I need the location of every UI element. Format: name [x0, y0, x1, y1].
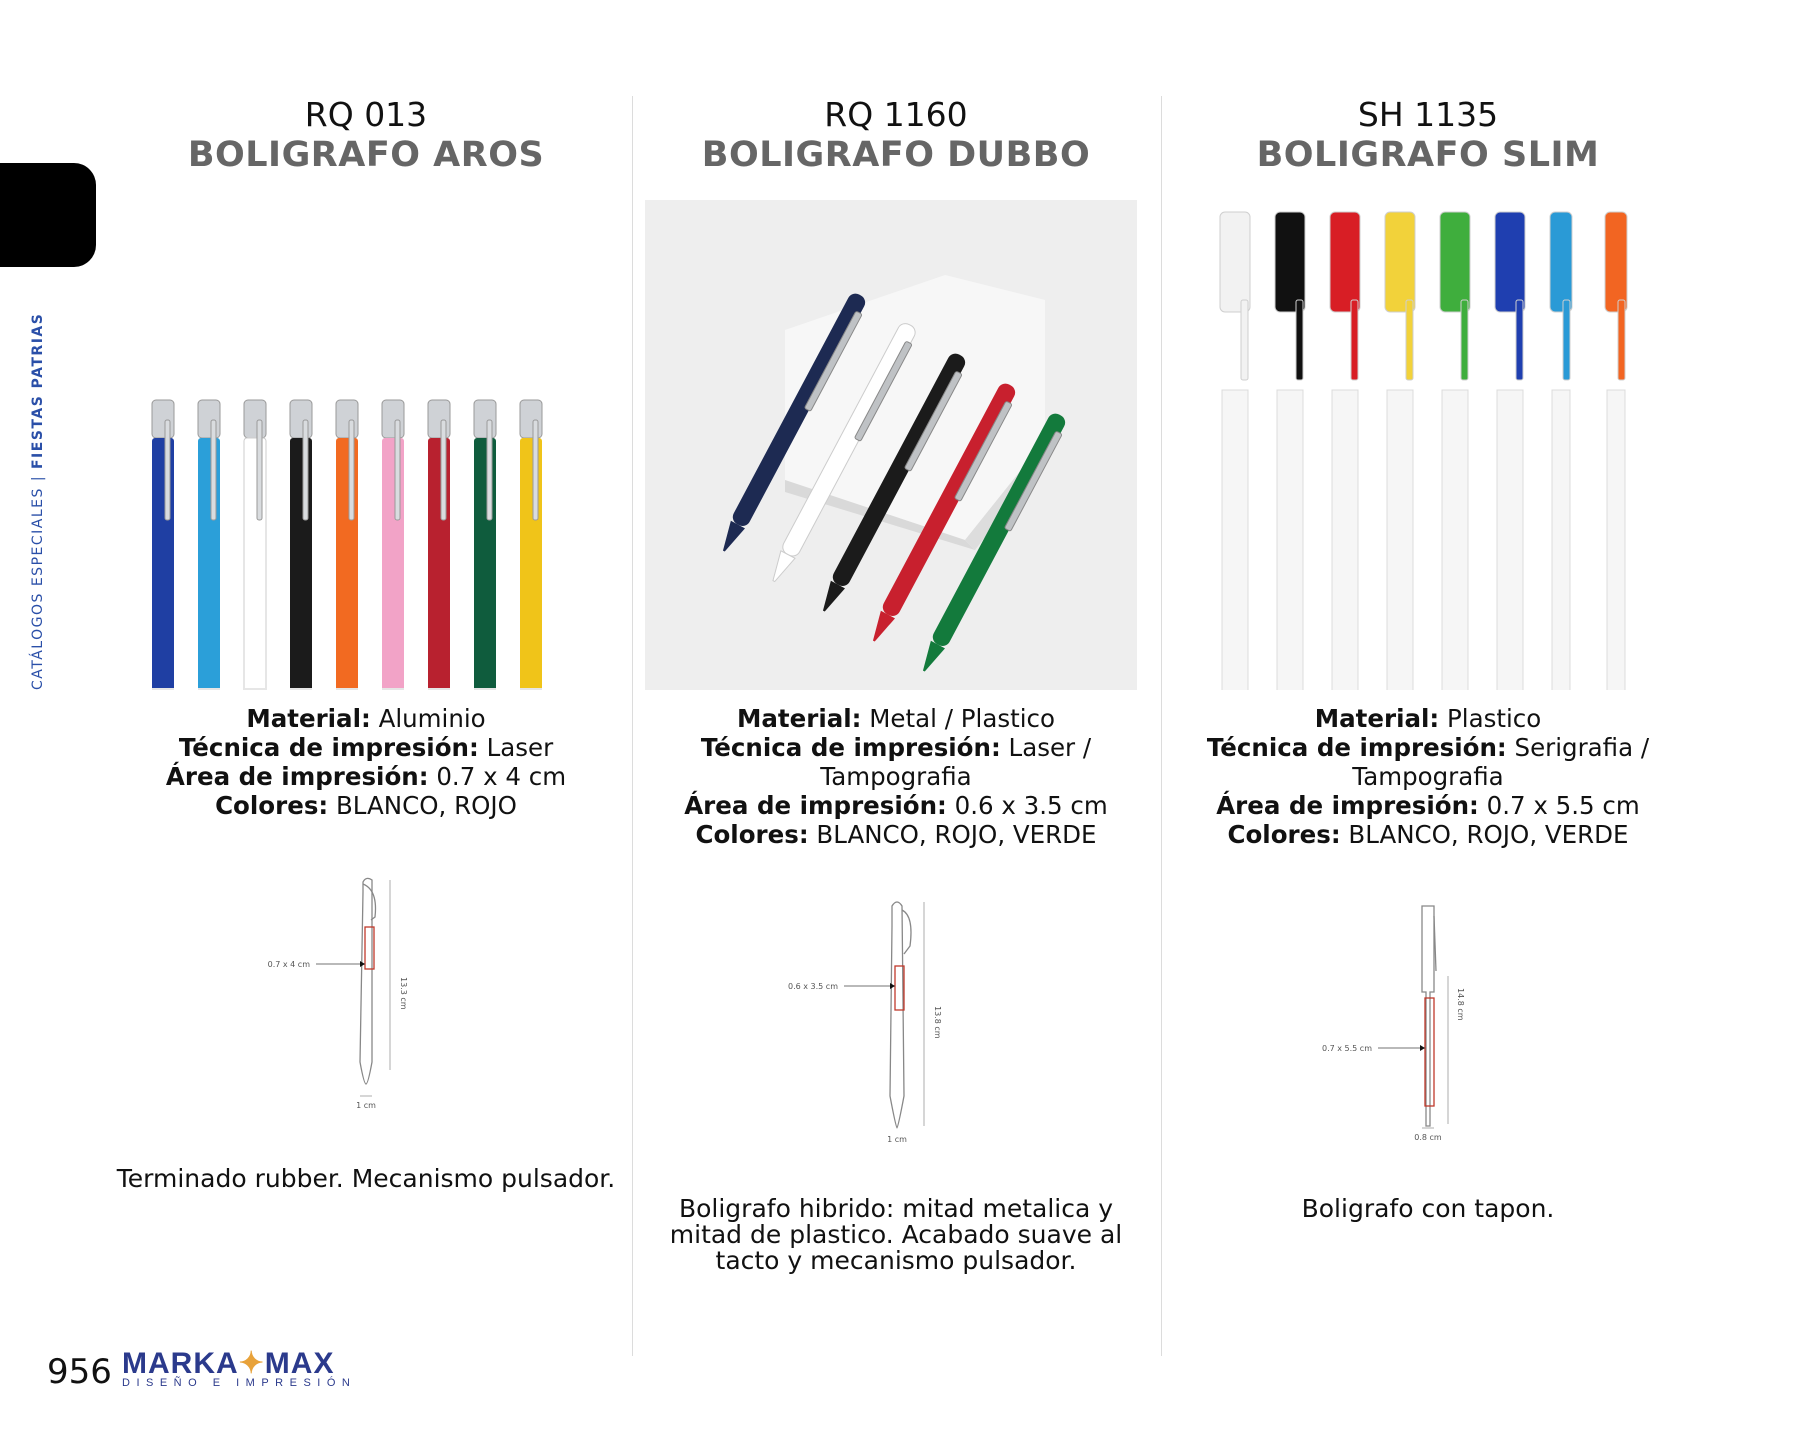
side-label-section: FIESTAS PATRIAS: [30, 312, 46, 470]
pen-aros: [152, 400, 174, 690]
pen-slim: [1220, 212, 1250, 690]
product-card-slim: [1178, 95, 1678, 1223]
pen-aros: [336, 400, 358, 690]
product-name: BOLIGRAFO DUBBO: [701, 135, 1091, 175]
product-specs: Material: Aluminio Técnica de impresión: Laser Área de impresión: 0.7 x 4 cm Colores: BLANCO, ROJO: [165, 704, 567, 820]
pen-aros: [428, 400, 450, 690]
product-description: Terminado rubber. Mecanismo pulsador.: [116, 1164, 616, 1193]
pen-aros: [474, 400, 496, 690]
pen-aros: [198, 400, 220, 690]
drawing-width-label: 1 cm: [887, 1135, 907, 1144]
product-card-dubbo: [646, 95, 1146, 1275]
pen-aros: [244, 400, 266, 690]
pen-aros: [382, 400, 404, 690]
brand-logo: MARKA✦MAX DISEÑO E IMPRESIÓN: [122, 1347, 357, 1389]
product-card-aros: [116, 95, 616, 1193]
drawing-length-label: 13.8 cm: [933, 1006, 942, 1039]
product-code: RQ 1160: [824, 95, 968, 134]
drawing-width-label: 1 cm: [356, 1101, 376, 1110]
pen-slim: [1440, 212, 1470, 690]
pen-slim: [1385, 212, 1415, 690]
section-tab: [0, 163, 96, 267]
drawing-area-label: 0.6 x 3.5 cm: [788, 982, 838, 991]
pen-slim: [1275, 212, 1305, 690]
drawing-area-label: 0.7 x 5.5 cm: [1322, 1044, 1372, 1053]
technical-drawing: [1178, 896, 1678, 1146]
pen-slim: [1550, 212, 1572, 690]
product-photo-slim: [1178, 200, 1678, 690]
product-description: Boligrafo hibrido: mitad metalica y mitad de plastico. Acabado suave al tacto y mecanismo pulsador.: [669, 1194, 1123, 1275]
product-photo-aros: [116, 200, 616, 690]
star-icon: ✦: [238, 1347, 265, 1380]
technical-drawing: [646, 896, 1146, 1146]
product-specs: Material: Plastico Técnica de impresión: Serigrafia / Tampografia Área de impresión: 0.7 x 5.5 cm Colores: BLANCO, ROJO, VERDE: [1206, 704, 1650, 849]
pen-aros: [520, 400, 542, 690]
column-divider: [1161, 96, 1162, 1356]
column-divider: [632, 96, 633, 1356]
product-name: BOLIGRAFO SLIM: [1256, 135, 1600, 175]
product-photo-dubbo: [645, 200, 1137, 690]
technical-drawing: [116, 872, 616, 1112]
product-specs: Material: Metal / Plastico Técnica de impresión: Laser / Tampografia Área de impresión: 0.6 x 3.5 cm Colores: BLANCO, ROJO, VERDE: [684, 704, 1108, 849]
product-name: BOLIGRAFO AROS: [187, 135, 545, 175]
pen-slim: [1495, 212, 1525, 690]
drawing-length-label: 14.8 cm: [1456, 988, 1465, 1021]
drawing-length-label: 13.3 cm: [399, 977, 408, 1010]
side-label-catalog: CATÁLOGOS ESPECIALES |: [30, 469, 46, 690]
product-description: Boligrafo con tapon.: [1301, 1194, 1555, 1223]
product-code: SH 1135: [1357, 95, 1499, 134]
page-number: 956: [47, 1352, 112, 1392]
pen-aros: [290, 400, 312, 690]
side-label: [30, 313, 46, 690]
drawing-width-label: 0.8 cm: [1414, 1133, 1442, 1142]
product-code: RQ 013: [304, 95, 428, 134]
pen-slim: [1605, 212, 1627, 690]
pen-slim: [1330, 212, 1360, 690]
drawing-area-label: 0.7 x 4 cm: [267, 960, 310, 969]
